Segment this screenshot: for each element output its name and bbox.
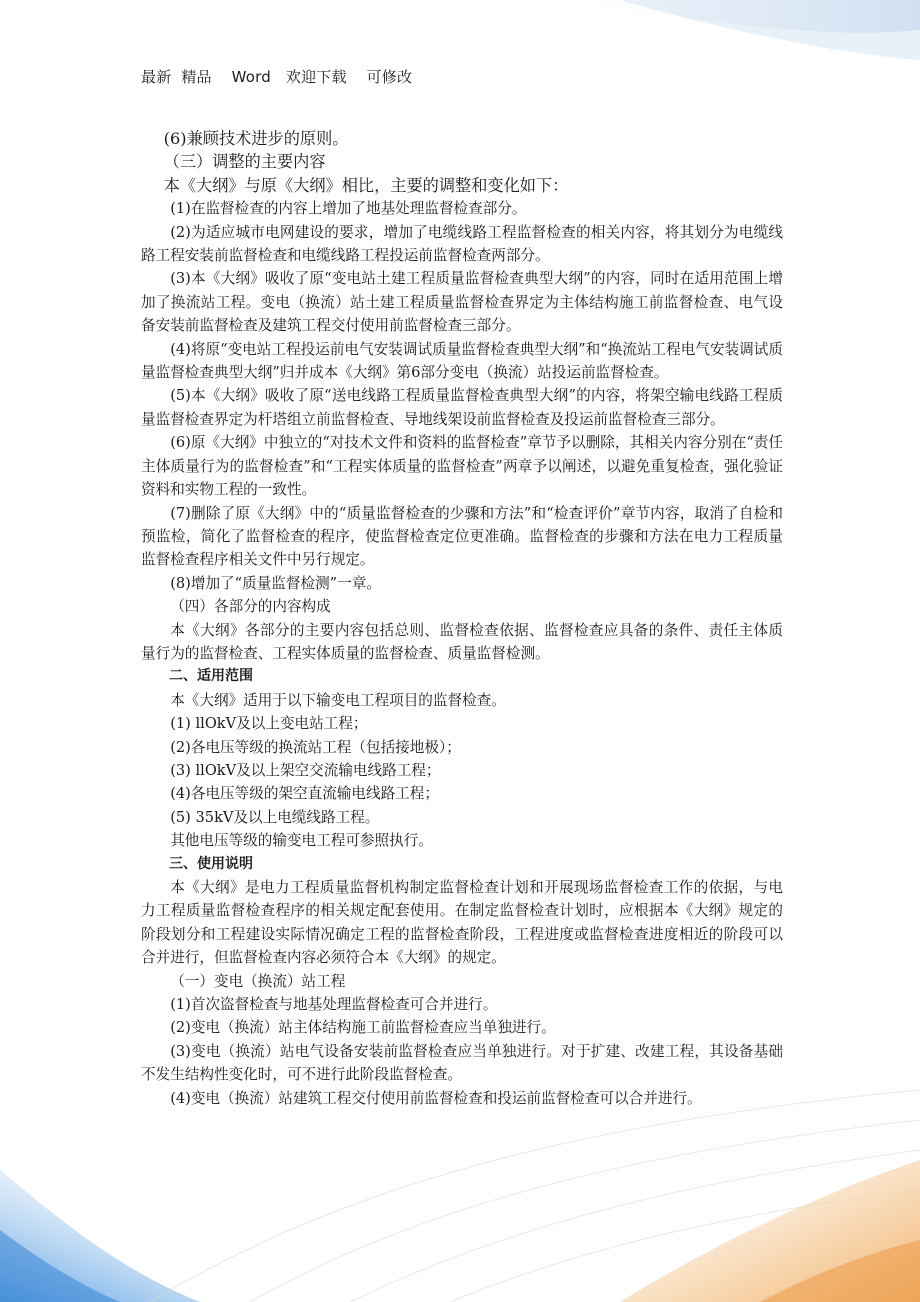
list-item: (5)本《大纲》吸收了原“送电线路工程质量监督检查典型大纲”的内容，将架空输电线路工程质量监督检查界定为杆塔组立前监督检查、导地线架设前监督检查及投运前监督检查三部分。 [141, 387, 783, 428]
list-item: (1)首次盗督检查与地基处理监督检查可合并进行。 [170, 996, 498, 1014]
list-item: (4)变电（换流）站建筑工程交付使用前监督检查和投运前监督检查可以合并进行。 [170, 1089, 702, 1107]
section-heading: （一）变电（换流）站工程 [170, 972, 346, 990]
list-item: (2)变电（换流）站主体结构施工前监督检查应当单独进行。 [170, 1019, 556, 1037]
list-item: (5) 35kV及以上电缆线路工程。 [170, 808, 380, 826]
list-item: (8)增加了“质量监督检测”一章。 [170, 574, 381, 592]
paragraph: 本《大纲》与原《大纲》相比，主要的调整和变化如下： [163, 175, 569, 195]
paragraph: 其他电压等级的输变电工程可参照执行。 [170, 832, 433, 850]
section-heading: 三、使用说明 [169, 855, 253, 872]
list-item: (2)各电压等级的换流站工程（包括接地极）； [170, 738, 461, 756]
paragraph: 本《大纲》是电力工程质量监督机构制定监督检查计划和开展现场监督检查工作的依据，与电力工程质量监督检查程序的相关规定配套使用。在制定监督检查计划时，应根据本《大纲》规定的阶段划分和工程建设实际情况确定工程的监督检查阶段，工程进度或监督检查进度相近的阶段可以合并进行，但监督检查内容必须符合本《大纲》的规定。 [141, 879, 783, 967]
paragraph: (6)兼顾技术进步的原则。 [163, 129, 349, 148]
page-header: 最新 精品 Word 欢迎下载 可修改 [141, 68, 413, 86]
list-item: (3)本《大纲》吸收了原“变电站土建工程质量监督检查典型大纲”的内容，同时在适用范围上增加了换流站工程。变电（换流）站土建工程质量监督检查界定为主体结构施工前监督检查、电气设备安装前监督检查及建筑工程交付使用前监督检查三部分。 [141, 270, 783, 335]
section-heading: （三）调整的主要内容 [163, 152, 326, 172]
list-item: (3) llOkV及以上架空交流输电线路工程； [170, 761, 441, 779]
paragraph: 本《大纲》各部分的主要内容包括总则、监督检查依据、监督检查应具备的条件、责任主体质量行为的监督检查、工程实体质量的监督检查、质量监督检测。 [141, 621, 783, 662]
list-item: (2)为适应城市电网建设的要求，增加了电缆线路工程监督检查的相关内容，将其划分为电缆线路工程安装前监督检查和电缆线路工程投运前监督检查两部分。 [141, 223, 783, 265]
list-item: (1) llOkV及以上变电站工程； [170, 715, 368, 733]
list-item: (1)在监督检查的内容上增加了地基处理监督检查部分。 [170, 200, 527, 218]
list-item: (7)删除了原《大纲》中的“质量监督检查的少骤和方法”和“检查评价”章节内容，取消了自检和预监检，简化了监督检查的程序，使监督检查定位更准确。监督检查的步骤和方法在电力工程质量监督检查程序相关文件中另行规定。 [141, 504, 783, 569]
list-item: (6)原《大纲》中独立的“对技术文件和资料的监督检查”章节予以删除，其相关内容分别在“责任主体质量行为的监督检查”和“工程实体质量的监督检查”两章予以阐述，以避免重复检查，强化验证资料和实物工程的一致性。 [141, 434, 783, 499]
section-heading: （四）各部分的内容构成 [170, 598, 331, 616]
list-item: (3)变电（换流）站电气设备安装前监督检查应当单独进行。对于扩建、改建工程，其设备基础不发生结构性变化时，可不进行此阶段监督检查。 [141, 1042, 783, 1084]
section-heading: 二、适用范围 [169, 668, 253, 685]
list-item: (4)各电压等级的架空直流输电线路工程； [170, 785, 439, 803]
paragraph: 本《大纲》适用于以下输变电工程项目的监督检查。 [170, 691, 506, 709]
list-item: (4)将原“变电站工程投运前电气安装调试质量监督检查典型大纲”和“换流站工程电气安装调试质量监督检查典型大纲”归并成本《大纲》第6部分变电（换流）站投运前监督检查。 [141, 340, 783, 382]
document-body [141, 127, 783, 1110]
